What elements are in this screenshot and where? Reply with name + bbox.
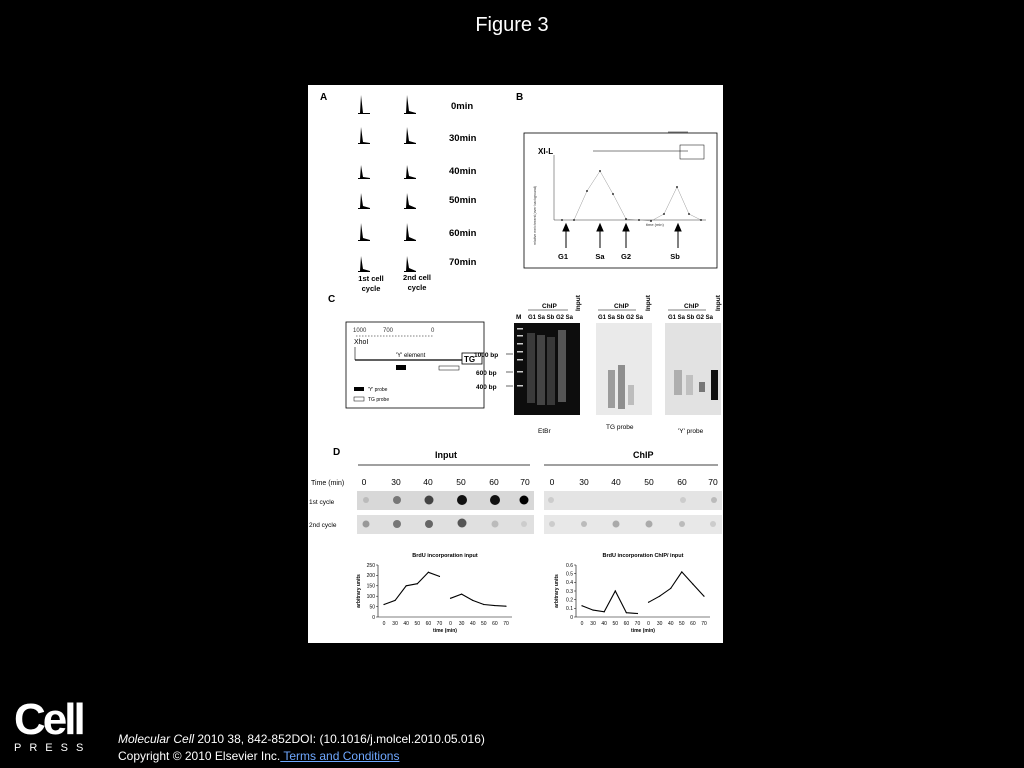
x-tick-label: 60: [690, 621, 696, 627]
x-tick-label: 70: [634, 621, 641, 627]
gel-lanes: G1 Sa Sb G2 Sa: [668, 315, 714, 321]
gel-caption: TG probe: [606, 424, 634, 431]
brdu-chip-chart: [554, 553, 710, 634]
y-tick-label: 100: [366, 594, 375, 600]
panel-d-letter: D: [333, 447, 341, 458]
svg-text:30: 30: [579, 477, 589, 487]
data-point: [439, 576, 440, 577]
svg-text:50: 50: [456, 477, 466, 487]
x-tick-label: 0: [449, 621, 452, 627]
gene-label: XI-L: [538, 147, 554, 156]
data-point: [417, 583, 418, 584]
dot-blot-chip-title: ChIP: [633, 450, 654, 460]
x-tick-label: 50: [414, 621, 421, 627]
y-tick-label: 150: [366, 583, 375, 590]
logo-word: Cell: [14, 695, 83, 744]
y-axis-label: arbitrary units: [554, 574, 560, 608]
telomere-map-frame: [346, 322, 484, 408]
data-point: [703, 596, 704, 597]
row-label: 1st cycle: [309, 499, 335, 506]
x-tick-label: 40: [667, 621, 674, 627]
x-tick-label: 0: [647, 621, 650, 627]
panel-c-letter: C: [328, 294, 336, 305]
x-axis-label: time (min): [433, 628, 457, 634]
panel-a-letter: A: [320, 92, 328, 103]
data-point: [692, 583, 693, 584]
chart-title: BrdU incorporation ChIP/ input: [602, 553, 684, 559]
data-point: [472, 600, 473, 601]
data-point: [681, 571, 682, 572]
data-point: [592, 609, 593, 610]
y-tick-label: 0.2: [566, 597, 573, 604]
legend-tg-probe: TG probe: [368, 397, 390, 403]
y-axis-label: arbitrary units: [356, 574, 362, 608]
enrichment-chart: [554, 155, 706, 222]
x-tick-label: 70: [701, 621, 707, 627]
map-tick: 1000: [353, 328, 367, 334]
series-line: [384, 572, 440, 604]
dot-blot-times-input: [362, 477, 530, 487]
citation-ref: 2010 38, 842-852DOI: (10.1016/j.molcel.2010.05.016): [194, 732, 485, 746]
data-point: [428, 572, 429, 573]
citation: [118, 731, 485, 765]
time-label: 60min: [449, 228, 477, 239]
phase-arrows: [563, 224, 681, 248]
y-tick-label: 0: [570, 614, 573, 621]
gel-input-label: Input: [575, 295, 582, 311]
figure-image: [308, 85, 723, 643]
x-axis-label: time (min): [646, 222, 664, 227]
cell-press-logo: [14, 695, 92, 754]
x-tick-label: 50: [481, 621, 487, 627]
svg-text:70: 70: [708, 477, 718, 487]
time-axis-label: Time (min): [311, 480, 345, 487]
x-tick-label: 40: [601, 621, 607, 627]
data-point: [494, 605, 495, 606]
column-label: 2nd cell: [403, 273, 431, 282]
time-label: 40min: [449, 166, 477, 177]
logo-press: PRESS: [14, 742, 92, 754]
gel-caption: EtBr: [538, 428, 551, 435]
gel-caption: 'Y' probe: [678, 428, 704, 435]
y-tick-label: 0.5: [566, 571, 573, 578]
data-point: [637, 613, 638, 614]
flow-histograms: [358, 95, 416, 272]
gel-y-probe: [665, 323, 721, 415]
gel-chip-label: ChIP: [684, 303, 699, 310]
data-point: [604, 611, 605, 612]
row-label: 2nd cycle: [309, 522, 337, 529]
dot-blot-input-title: Input: [435, 450, 457, 460]
x-tick-label: 30: [656, 621, 663, 627]
series-line: [451, 594, 507, 606]
column-label: 1st cell: [358, 274, 384, 283]
data-point: [670, 588, 671, 589]
phase-label: Sa: [595, 252, 605, 261]
data-point: [615, 590, 616, 591]
svg-text:30: 30: [391, 477, 401, 487]
brdu-input-chart: [356, 553, 512, 634]
time-label: 0min: [451, 101, 474, 112]
x-tick-label: 70: [503, 621, 509, 627]
x-tick-label: 60: [623, 621, 630, 627]
x-tick-label: 60: [425, 621, 432, 627]
data-point: [406, 585, 407, 586]
panel-b-letter: B: [516, 92, 524, 103]
dot-blot-input: [357, 491, 534, 534]
gel-input-label: Input: [645, 295, 652, 311]
gel-lanes: G1 Sa Sb G2 Sa: [528, 315, 574, 321]
x-tick-label: 60: [492, 621, 498, 627]
svg-text:0: 0: [361, 477, 367, 487]
legend-y-probe: 'Y' probe: [368, 387, 388, 393]
y-tick-label: 200: [366, 573, 375, 580]
size-marker: 400 bp: [476, 384, 497, 391]
y-axis-label: relative enrichment (over background): [533, 186, 537, 245]
series-line: [649, 572, 705, 602]
gel-chip-label: ChIP: [614, 303, 629, 310]
x-tick-label: 0: [580, 621, 584, 627]
y-tick-label: 0.3: [566, 588, 573, 595]
y-tick-label: 0.6: [566, 562, 573, 569]
y-tick-label: 0.4: [566, 580, 573, 587]
time-label: 70min: [449, 257, 477, 268]
svg-text:60: 60: [489, 477, 499, 487]
time-label: 30min: [449, 133, 477, 144]
y-tick-label: 250: [366, 562, 375, 569]
locus-map: [593, 132, 704, 159]
tg-label: TG: [464, 355, 476, 364]
column-label: cycle: [361, 284, 381, 293]
x-tick-label: 0: [382, 621, 386, 627]
svg-text:40: 40: [423, 477, 433, 487]
time-label: 50min: [449, 195, 477, 206]
column-label: cycle: [407, 283, 427, 292]
x-tick-label: 30: [392, 621, 398, 627]
dot-blot-chip: [544, 491, 722, 534]
xhoi-label: XhoI: [354, 339, 369, 346]
gel-input-label: Input: [715, 295, 722, 311]
copyright: Copyright © 2010 Elsevier Inc.: [118, 749, 281, 763]
svg-text:70: 70: [520, 477, 530, 487]
y-element-label: 'Y' element: [396, 353, 426, 359]
data-point: [659, 596, 660, 597]
x-tick-label: 40: [469, 621, 476, 627]
map-tick: 0: [431, 328, 435, 334]
size-marker: 1000 bp: [474, 352, 499, 359]
data-point: [626, 612, 627, 613]
data-point: [648, 602, 649, 603]
x-tick-label: 50: [612, 621, 619, 627]
chart-title: BrdU incorporation input: [412, 553, 478, 559]
svg-text:50: 50: [644, 477, 654, 487]
data-point: [461, 594, 462, 595]
series-line: [582, 591, 638, 614]
phase-label: Sb: [670, 252, 680, 261]
svg-text:60: 60: [677, 477, 687, 487]
phase-label: G2: [620, 252, 632, 261]
svg-text:40: 40: [611, 477, 621, 487]
data-point: [581, 605, 582, 606]
map-tick: 700: [383, 328, 394, 334]
svg-text:0: 0: [549, 477, 555, 487]
x-tick-label: 50: [679, 621, 685, 627]
gel-lane-m: M: [516, 314, 522, 321]
size-marker: 600 bp: [476, 370, 497, 377]
x-tick-label: 70: [436, 621, 443, 627]
y-tick-label: 50: [369, 604, 375, 611]
x-tick-label: 40: [403, 621, 409, 627]
dot-blot-times-chip: [550, 477, 718, 487]
gel-chip-label: ChIP: [542, 303, 557, 310]
journal-name: Molecular Cell: [118, 732, 195, 746]
data-point: [450, 598, 451, 599]
slide-title: Figure 3: [475, 14, 549, 36]
x-axis-label: time (min): [631, 628, 655, 634]
x-tick-label: 30: [458, 621, 465, 627]
data-point: [505, 606, 506, 607]
y-tick-label: 0: [372, 614, 375, 621]
y-tick-label: 0.1: [566, 606, 573, 613]
data-point: [383, 604, 384, 605]
data-point: [394, 600, 395, 601]
terms-link[interactable]: Terms and Conditions: [280, 749, 400, 763]
phase-label: G1: [557, 252, 569, 261]
gel-lanes: G1 Sa Sb G2 Sa: [598, 315, 644, 321]
x-tick-label: 30: [590, 621, 596, 627]
data-point: [483, 604, 484, 605]
